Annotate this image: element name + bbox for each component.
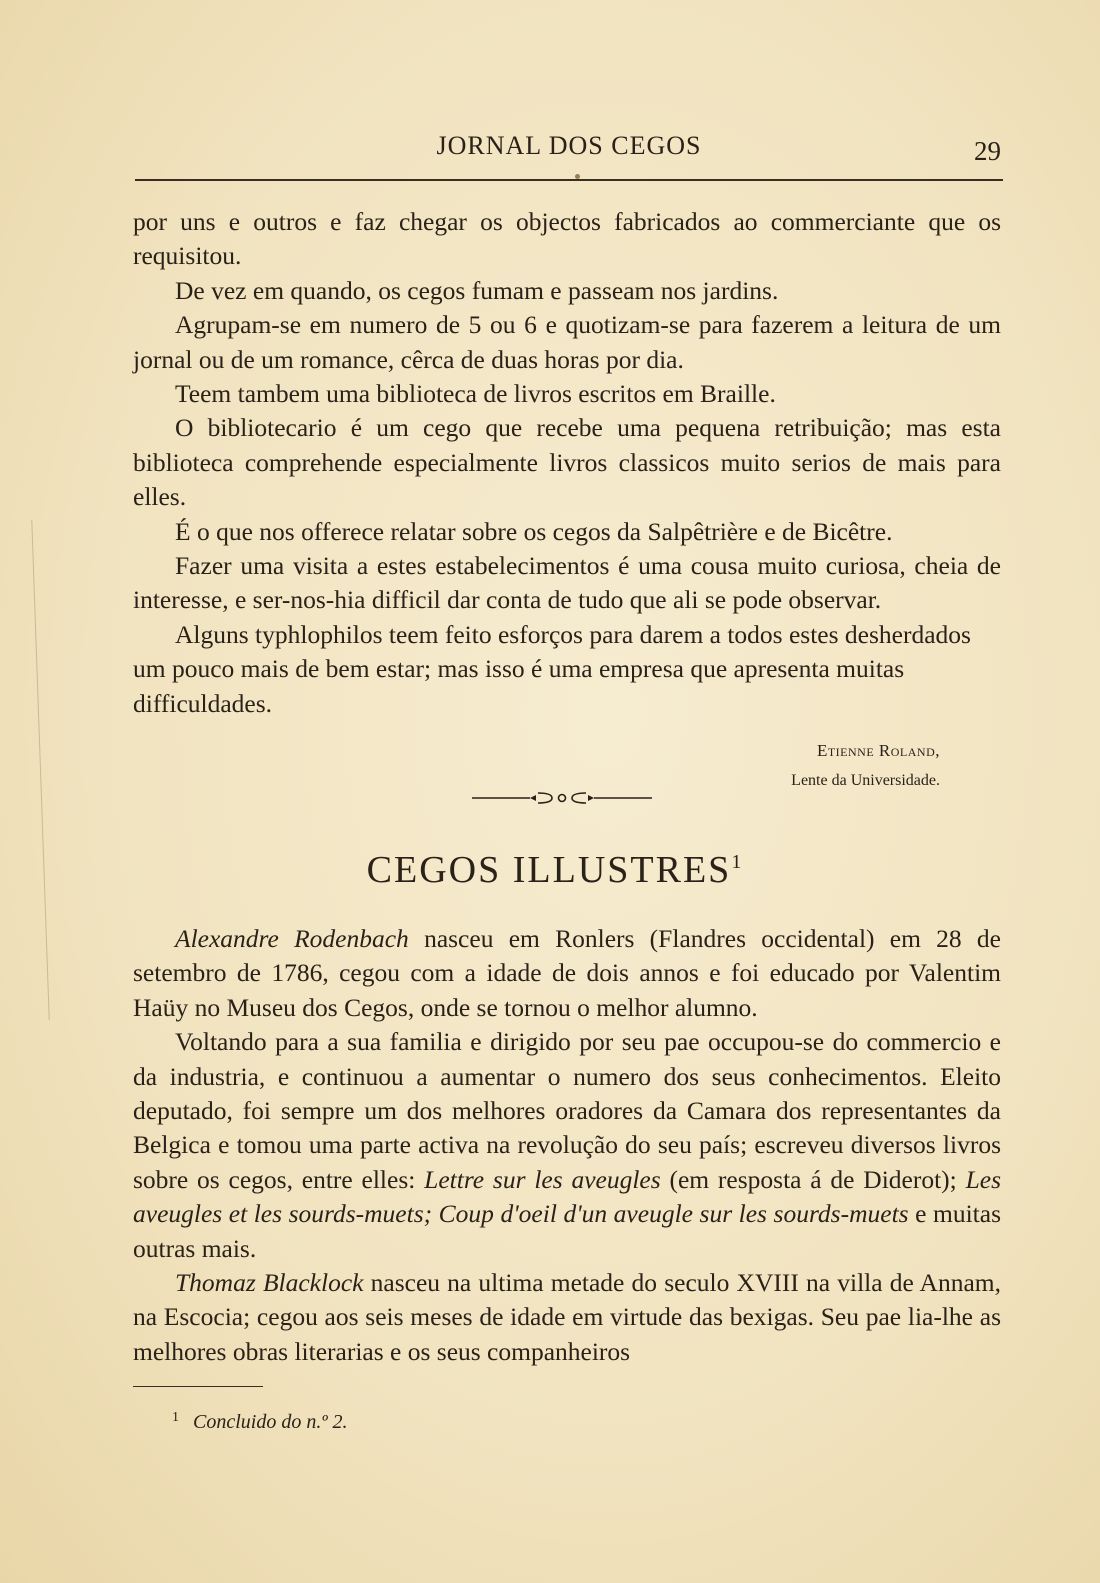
book-title: Lettre sur les aveugles [424, 1164, 661, 1194]
footnote-reference: 1 [731, 851, 742, 873]
paragraph [133, 1025, 1001, 1266]
footnote-mark: 1 [172, 1410, 179, 1425]
page-edge-shadow [0, 520, 50, 1020]
paragraph-text: nasceu em Ronlers (Flandres occidental) em 28 de setembro de 1786, cegou com a idade de dois annos e foi educado por Valentim Haüy no Museu dos Cegos, onde se tornou o melhor alumno. [133, 924, 1001, 1022]
footnote-text: Concluido do n.º 2. [193, 1411, 348, 1433]
paragraph: Fazer uma visita a estes estabelecimentos é uma cousa muito curiosa, cheia de interesse, e ser-nos-hia difficil dar conta de tudo que ali se pode observar. [133, 551, 1001, 615]
author-role: Lente da Universidade. [791, 772, 940, 789]
author-name: Etienne Roland, [816, 741, 940, 760]
paragraph: Alguns typhlophilos teem feito esforços para darem a todos estes desherdados um pouco mais de bem estar; mas isso é uma empresa que apresenta muitas difficuldades. [133, 619, 971, 718]
paragraph: De vez em quando, os cegos fumam e passeam nos jardins. [175, 275, 779, 305]
person-name: Alexandre Rodenbach [175, 924, 409, 953]
article-body-2 [133, 922, 1001, 1369]
paragraph: Teem tambem uma biblioteca de livros escritos em Braille. [175, 379, 776, 409]
running-title: JORNAL DOS CEGOS [436, 131, 702, 160]
paragraph: Agrupam-se em numero de 5 ou 6 e quotizam-se para fazerem a leitura de um jornal ou de um romance, cêrca de duas horas por dia. [133, 310, 1001, 374]
footnote [172, 1410, 348, 1434]
paragraph [133, 922, 1001, 1025]
paragraph-text: e muitas outras mais. [133, 1199, 1001, 1263]
page-header [135, 128, 1003, 168]
section-title [0, 848, 1100, 892]
paragraph-text: nasceu na ultima metade do seculo XVIII na villa de Annam, na Escocia; cegou aos seis meses de idade em virtude das bexigas. Seu pae lia-lhe as melhores obras literarias e os seus companheiros [133, 1268, 1002, 1366]
author-signature [791, 736, 940, 796]
paragraph-text: Voltando para a sua familia e dirigido por seu pae occupou-se do commercio e da industria, e continuou a aumentar o numero dos seus conhecimentos. Eleito deputado, foi sempre um dos melhores oradores da Camara dos representantes da Belgica e tomou uma parte activa na revolução do seu país; escreveu diversos livros sobre os cegos, entre elles: [133, 1027, 1001, 1194]
person-name: Thomaz Blacklock [175, 1268, 364, 1298]
section-title-text: CEGOS ILLUSTRES [366, 849, 732, 891]
header-rule [135, 179, 1003, 181]
paragraph: por uns e outros e faz chegar os objectos fabricados ao commerciante que os requisitou. [133, 207, 1001, 271]
paragraph-text: (em resposta á de Diderot); [660, 1164, 966, 1194]
paragraph: O bibliotecario é um cego que recebe uma pequena retribuição; mas esta biblioteca comprehende especialmente livros classicos muito serios de mais para elles. [133, 413, 1001, 512]
footnote-rule [133, 1386, 263, 1387]
book-title: Les aveugles et les sourds-muets; Coup d'oeil d'un aveugle sur les sourds-muets [133, 1164, 1001, 1229]
paragraph: É o que nos offerece relatar sobre os cegos da Salpêtrière e de Bicêtre. [175, 516, 893, 546]
page-number: 29 [974, 136, 1001, 166]
paragraph [133, 1266, 1001, 1369]
article-body-1 [133, 205, 1001, 721]
section-divider-ornament [472, 788, 652, 808]
